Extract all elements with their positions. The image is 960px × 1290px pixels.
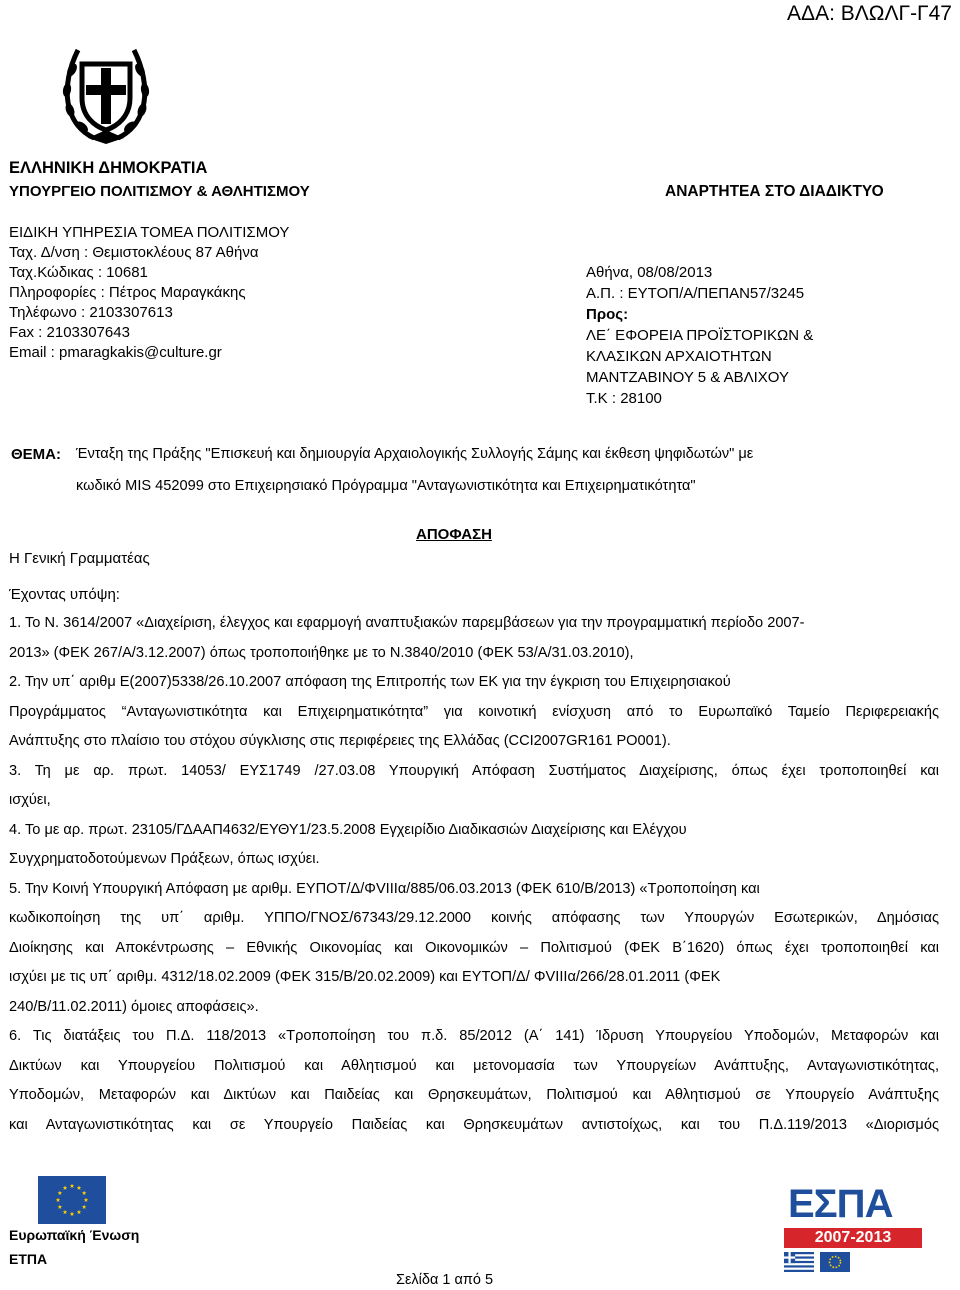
country-name: ΕΛΛΗΝΙΚΗ ΔΗΜΟΚΡΑΤΙΑ xyxy=(9,159,208,177)
body-line: Συγχρηματοδοτούμενων Πράξεων, όπως ισχύει. xyxy=(9,851,320,867)
recipient-line-2: ΚΛΑΣΙΚΩΝ ΑΡΧΑΙΟΤΗΤΩΝ xyxy=(586,348,772,365)
body-line: 2013» (ΦΕΚ 267/Α/3.12.2007) όπως τροποποιήθηκε με το Ν.3840/2010 (ΦΕΚ 53/Α/31.03.2010), xyxy=(9,644,634,661)
body-line: κωδικοποίηση της υπ΄ αριθμ. ΥΠΠΟ/ΓΝΟΣ/67343/29.12.2000 κοινής απόφασης των Υπουργών Εσωτερικών, Δημόσιας xyxy=(9,910,939,926)
signer-title: Η Γενική Γραμματέας xyxy=(9,550,150,567)
recipient-line-3: ΜΑΝΤΖΑΒΙΝΟΥ 5 & ΑΒΛΙΧΟΥ xyxy=(586,369,789,386)
body-line: 5. Την Κοινή Υπουργική Απόφαση με αριθμ. ΕΥΠΟΤ/Δ/ΦVIIIα/885/06.03.2013 (ΦΕΚ 610/Β/2013) «Τροποποίηση και xyxy=(9,880,760,897)
subject-line-1: Ένταξη της Πράξης "Επισκευή και δημιουργία Αρχαιολογικής Συλλογής Σάμης και έκθεση ψηφιδωτών" με xyxy=(76,446,754,462)
protocol-number: Α.Π. : ΕΥΤΟΠ/Α/ΠΕΠΑΝ57/3245 xyxy=(586,285,805,302)
phone: Τηλέφωνο : 2103307613 xyxy=(9,304,173,321)
body-line: Υποδομών, Μεταφορών και Δικτύων και Παιδείας και Θρησκευμάτων, Πολιτισμού και Αθλητισμού σε Υπουργείο Ανάπτυξης xyxy=(9,1087,939,1103)
greek-flag-icon xyxy=(784,1252,814,1272)
body-line: 4. Το με αρ. πρωτ. 23105/ΓΔΑΑΠ4632/ΕΥΘΥ1/23.5.2008 Εγχειρίδιο Διαδικασιών Διαχείρισης και Ελέγχου xyxy=(9,821,687,838)
erdf-label: ΕΤΠΑ xyxy=(9,1251,48,1267)
body-line: Ανάπτυξης στο πλαίσιο του στόχου σύγκλισης στις περιφέρειες της Ελλάδας (CCI2007GR161 PO001). xyxy=(9,733,671,749)
recipient-label: Προς: xyxy=(586,306,629,323)
body-line: και Ανταγωνιστικότητας και σε Υπουργείο Παιδείας και Θρησκευμάτων αντιστοίχως, και του Π.Δ.119/2013 «Διορισμός xyxy=(9,1116,939,1133)
recipient-line-4: Τ.Κ : 28100 xyxy=(586,390,662,407)
service-name: ΕΙΔΙΚΗ ΥΠΗΡΕΣΙΑ ΤΟΜΕΑ ΠΟΛΙΤΙΣΜΟΥ xyxy=(9,224,290,241)
ada-code: ΑΔΑ: ΒΛΩΛΓ-Γ47 xyxy=(787,2,952,25)
body-line: 240/Β/11.02.2011) όμοιες αποφάσεις». xyxy=(9,998,259,1015)
eu-small-flag-icon xyxy=(820,1252,850,1272)
page-number: Σελίδα 1 από 5 xyxy=(396,1272,494,1288)
decision-title: ΑΠΟΦΑΣΗ xyxy=(416,526,492,543)
eu-label: Ευρωπαϊκή Ένωση xyxy=(9,1227,140,1243)
subject-line-2: κωδικό MIS 452099 στο Επιχειρησιακό Πρόγραμμα "Ανταγωνιστικότητα και Επιχειρηματικότητα" xyxy=(76,478,696,494)
considering-heading: Έχοντας υπόψη: xyxy=(9,586,120,603)
address: Ταχ. Δ/νση : Θεμιστοκλέους 87 Αθήνα xyxy=(9,244,259,261)
body-line: 2. Την υπ΄ αριθμ Ε(2007)5338/26.10.2007 απόφαση της Επιτροπής των ΕΚ για την έγκριση του Επιχειρησιακού xyxy=(9,674,731,690)
body-line: Διοίκησης και Αποκέντρωσης – Εθνικής Οικονομίας και Οικονομικών – Πολιτισμού (ΦΕΚ Β΄1620) όπως έχει τροποποιηθεί και xyxy=(9,939,939,956)
postcode: Ταχ.Κώδικας : 10681 xyxy=(9,264,148,281)
espa-logo xyxy=(784,1182,922,1272)
espa-logo-text: ΕΣΠΑ xyxy=(788,1182,893,1226)
decision-body xyxy=(9,612,939,1143)
body-line: 3. Τη με αρ. πρωτ. 14053/ ΕΥΣ1749 /27.03.08 Υπουργική Απόφαση Συστήματος Διαχείρισης, όπως έχει τροποποιηθεί και xyxy=(9,762,939,779)
body-line: 6. Τις διατάξεις του Π.Δ. 118/2013 «Τροποποίηση του π.δ. 85/2012 (Α΄ 141) Ίδρυση Υπουργείου Υποδομών, Μεταφορών και xyxy=(9,1028,939,1044)
espa-years-band: 2007-2013 xyxy=(784,1228,922,1248)
subject-label: ΘΕΜΑ: xyxy=(11,446,61,463)
publish-notice: ΑΝΑΡΤΗΤΕΑ ΣΤΟ ΔΙΑΔΙΚΤΥΟ xyxy=(665,183,884,200)
date: Αθήνα, 08/08/2013 xyxy=(586,264,713,281)
ministry-name: ΥΠΟΥΡΓΕΙΟ ΠΟΛΙΤΙΣΜΟΥ & ΑΘΛΗΤΙΣΜΟΥ xyxy=(9,183,310,200)
body-line: 1. Το Ν. 3614/2007 «Διαχείριση, έλεγχος και εφαρμογή αναπτυξιακών παρεμβάσεων για την προγραμματική περίοδο 2007- xyxy=(9,615,805,631)
body-line: Δικτύων και Υπουργείου Πολιτισμού και Αθλητισμού και μετονομασία των Υπουργείων Ανάπτυξης, Ανταγωνιστικότητας, xyxy=(9,1057,939,1074)
eu-flag-icon xyxy=(38,1176,106,1224)
body-line: ισχύει, xyxy=(9,792,51,808)
body-line: Προγράμματος “Ανταγωνιστικότητα και Επιχειρηματικότητα” για κοινοτική ενίσχυση από το Ευρωπαϊκό Ταμείο Περιφερειακής xyxy=(9,703,939,720)
body-line: ισχύει με τις υπ΄ αριθμ. 4312/18.02.2009 (ΦΕΚ 315/Β/20.02.2009) και ΕΥΤΟΠ/Δ/ ΦVIIIα/266/28.01.2011 (ΦΕΚ xyxy=(9,969,721,985)
fax: Fax : 2103307643 xyxy=(9,324,130,341)
recipient-line-1: ΛΕ΄ ΕΦΟΡΕΙΑ ΠΡΟΪΣΤΟΡΙΚΩΝ & xyxy=(586,327,814,344)
contact-person: Πληροφορίες : Πέτρος Μαραγκάκης xyxy=(9,284,246,301)
email: Email : pmaragkakis@culture.gr xyxy=(9,344,222,361)
greek-emblem-icon xyxy=(58,40,154,146)
